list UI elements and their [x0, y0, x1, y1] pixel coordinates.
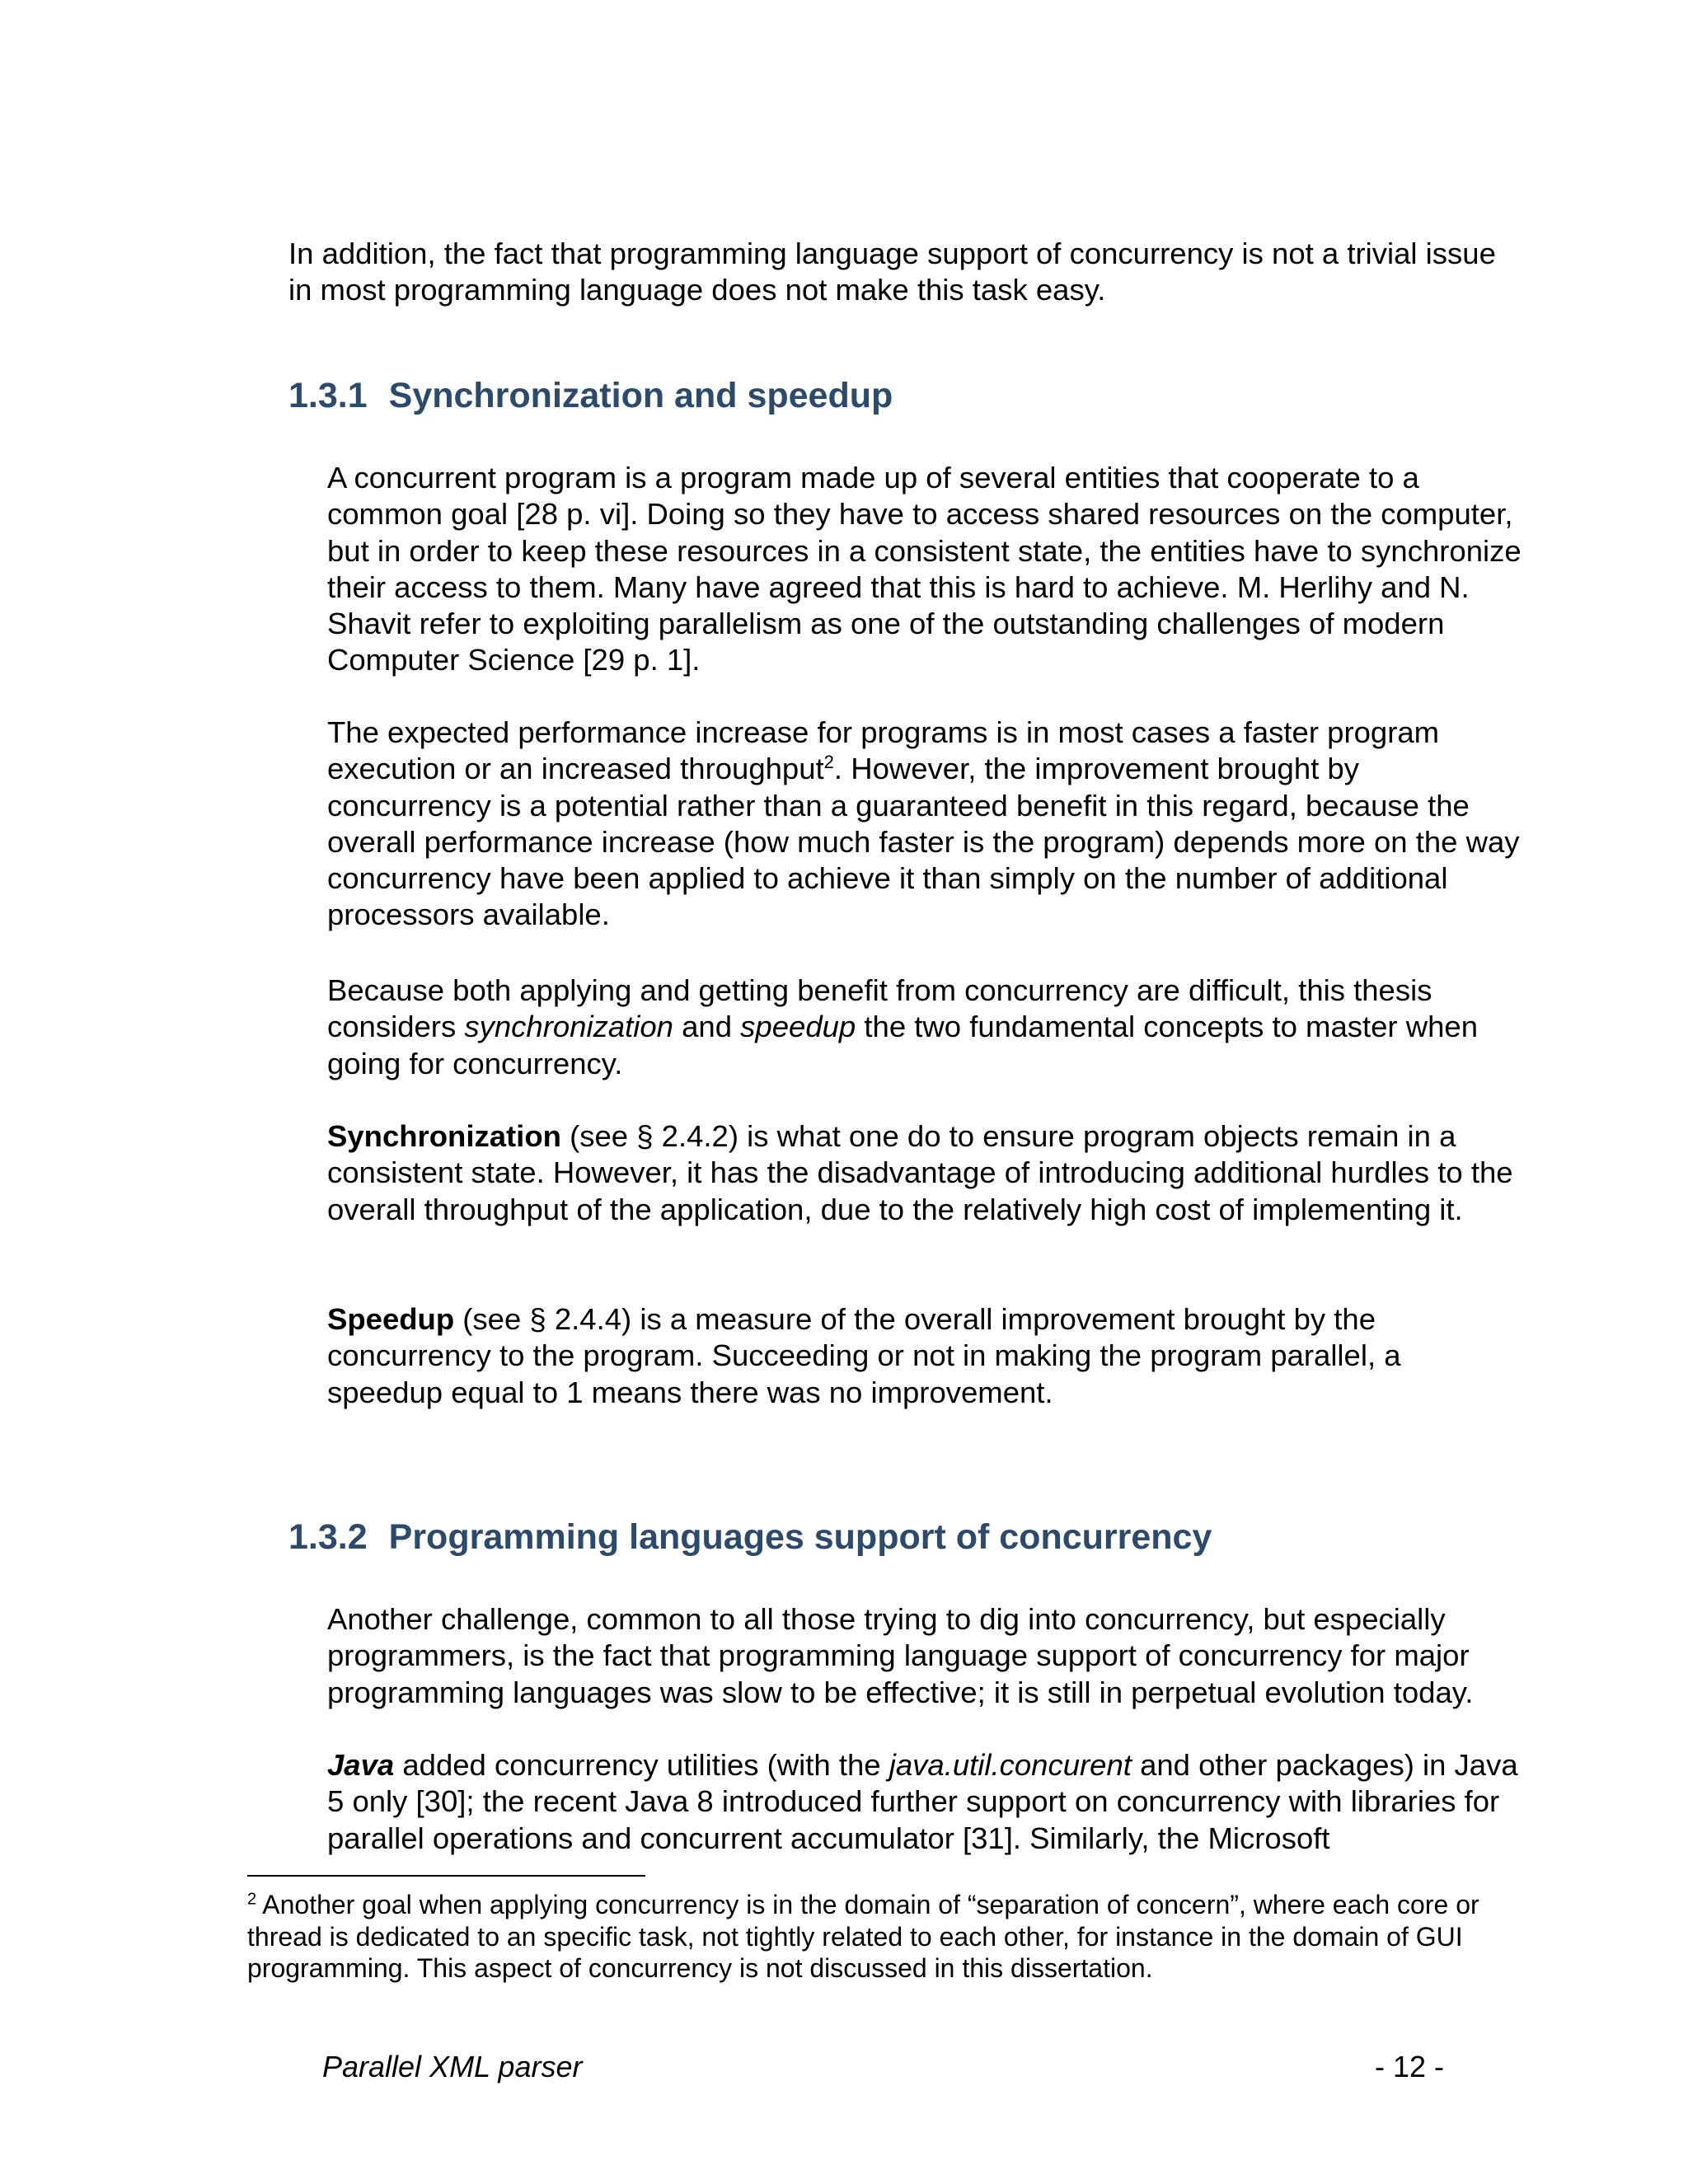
section-number: 1.3.2	[288, 1517, 368, 1557]
emphasis-package-name: java.util.concurent	[889, 1748, 1132, 1782]
paragraph-text: the two fundamental concepts to master when going for concurrency.	[327, 1010, 1478, 1080]
footer-document-title: Parallel XML parser	[322, 2050, 583, 2083]
paragraph-java	[327, 1747, 1522, 1857]
footnote	[247, 1889, 1517, 1985]
footer-page-number: - 12 -	[1375, 2050, 1445, 2083]
paragraph-concurrent-program: A concurrent program is a program made up of several entities that cooperate to a common goal [28 p. vi]. Doing so they have to access shared resources on the computer, but in order to keep these resources in a consistent state, the entities have to synchronize their access to them. Many have agreed that this is hard to achieve. M. Herlihy and N. Shavit refer to exploiting parallelism as one of the outstanding challenges of modern Computer Science [29 p. 1].	[327, 461, 1522, 677]
paragraph-another-challenge: Another challenge, common to all those trying to dig into concurrency, but especially programmers, is the fact that programming language support of concurrency for major programming languages was slow to be effective; it is still in perpetual evolution today.	[327, 1602, 1474, 1709]
footnote-reference: 2	[823, 752, 834, 773]
emphasis-synchronization: synchronization	[464, 1010, 673, 1044]
term-speedup: Speedup	[327, 1302, 455, 1336]
term-java: Java	[327, 1748, 395, 1782]
section-heading-1-3-2	[288, 1516, 1212, 1558]
paragraph-synchronization	[327, 1118, 1522, 1228]
paragraph-text: Because both applying and getting benefit from concurrency are difficult, this thesis considers	[327, 973, 1432, 1044]
section-number: 1.3.1	[288, 376, 368, 415]
paragraph-text: (see § 2.4.2) is what one do to ensure program objects remain in a consistent state. However, it has the disadvantage of introducing additional hurdles to the overall throughput of the application, due to the relatively high cost of implementing it.	[327, 1119, 1513, 1226]
section-title: Synchronization and speedup	[388, 376, 893, 415]
emphasis-speedup: speedup	[740, 1010, 856, 1044]
paragraph-text: and	[673, 1010, 741, 1044]
paragraph-text: . However, the improvement brought by concurrency is a potential rather than a guaranteed benefit in this regard, because the overall performance increase (how much faster is the program) depends more on the way concurrency have been applied to achieve it than simply on the number of additional processors available.	[327, 752, 1520, 932]
term-synchronization: Synchronization	[327, 1119, 561, 1153]
section-title: Programming languages support of concurrency	[388, 1517, 1212, 1557]
paragraph-text: (see § 2.4.4) is a measure of the overall improvement brought by the concurrency to the program. Succeeding or not in making the program parallel, a speedup equal to 1 means there was no improvement.	[327, 1302, 1401, 1409]
paragraph-speedup	[327, 1301, 1522, 1411]
paragraph-fundamental-concepts	[327, 972, 1522, 1082]
paragraph-performance	[327, 715, 1522, 934]
paragraph-text: The expected performance increase for programs is in most cases a faster program execution or an increased throughput	[327, 715, 1440, 786]
paragraph-text: added concurrency utilities (with the	[394, 1748, 889, 1782]
footnote-divider	[247, 1875, 645, 1877]
footnote-text: Another goal when applying concurrency is in the domain of “separation of concern”, where each core or thread is dedicated to an specific task, not tightly related to each other, for instance in the domain of GUI programming. This aspect of concurrency is not discussed in this dissertation.	[247, 1890, 1479, 1983]
paragraph-text: and other packages) in Java 5 only [30]; the recent Java 8 introduced further support on concurrency with libraries for parallel operations and concurrent accumulator [31]. Similarly, the Microsoft	[327, 1748, 1518, 1855]
intro-paragraph: In addition, the fact that programming language support of concurrency is not a trivial issue in most programming language does not make this task easy.	[288, 237, 1496, 307]
footnote-marker: 2	[247, 1890, 257, 1909]
section-heading-1-3-1	[288, 374, 893, 417]
